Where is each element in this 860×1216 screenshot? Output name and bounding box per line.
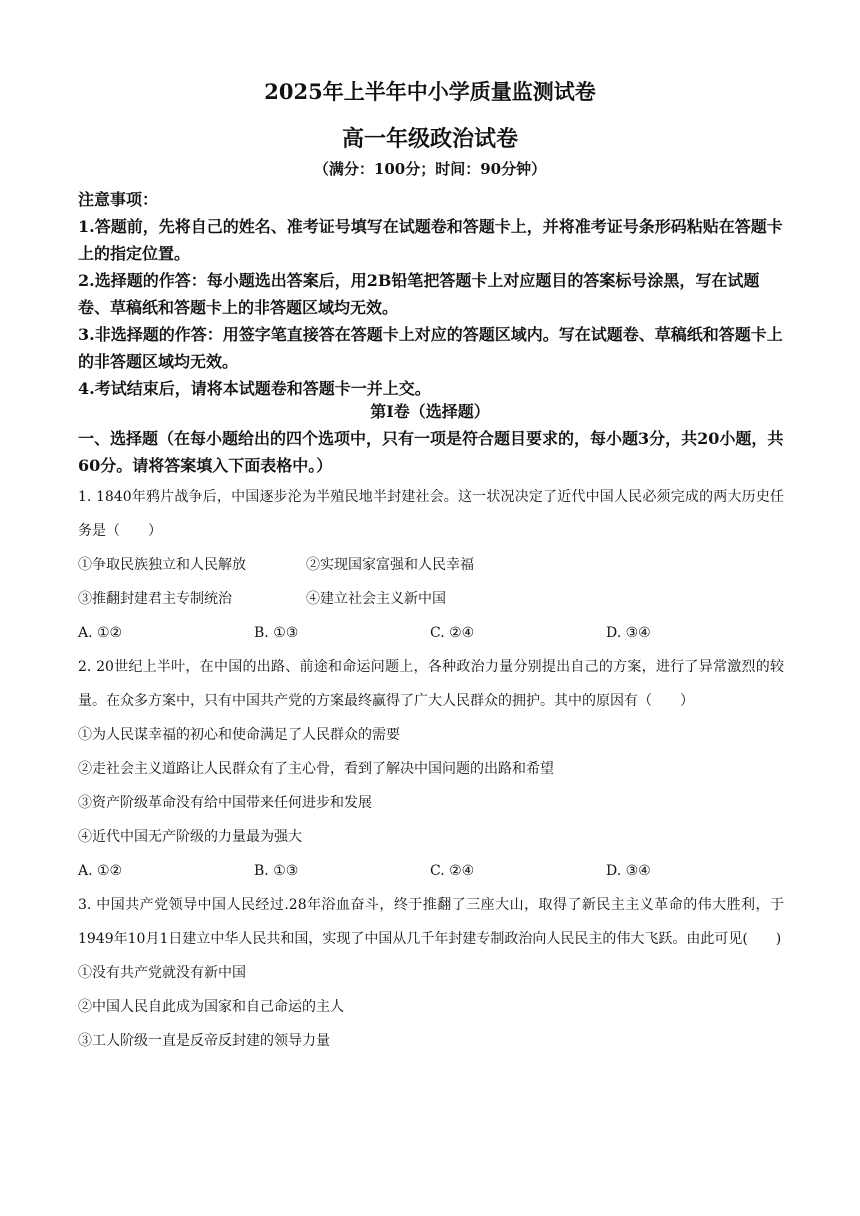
notes-heading: 注意事项： (78, 190, 159, 209)
statement: ①争取民族独立和人民解放 (78, 557, 246, 573)
choice-a: A. ①② (78, 625, 123, 641)
notes-item: 4.考试结束后，请将本试题卷和答题卡一并上交。 (78, 379, 431, 398)
choice-b: B. ①③ (254, 863, 299, 879)
section-heading: 第Ⅰ卷（选择题） (370, 402, 490, 421)
question-stem: 3. 中国共产党领导中国人民经过.28年浴血奋斗，终于推翻了三座大山，取得了新民主主义革命的伟大胜利，于1949年10月1日建立中华人民共和国，实现了中国从几千年封建专制政治向人民民主的伟大飞跃。由此可见( ) (78, 897, 784, 947)
statement: ③资产阶级革命没有给中国带来任何进步和发展 (78, 795, 372, 811)
statement: ③工人阶级一直是反帝反封建的领导力量 (78, 1033, 330, 1049)
statement-row (78, 548, 784, 582)
notes-item: 1.答题前，先将自己的姓名、准考证号填写在试题卷和答题卡上，并将准考证号条形码粘贴在答题卡上的指定位置。 (78, 217, 783, 263)
question-2 (78, 650, 784, 888)
question-stem: 1. 1840年鸦片战争后，中国逐步沦为半殖民地半封建社会。这一状况决定了近代中国人民必须完成的两大历史任务是（ ） (78, 489, 784, 539)
questions-list (78, 480, 784, 1058)
statement: ②走社会主义道路让人民群众有了主心骨，看到了解决中国问题的出路和希望 (78, 761, 554, 777)
notes-item: 2.选择题的作答：每小题选出答案后，用2B铅笔把答题卡上对应题目的答案标号涂黑，写在试题卷、草稿纸和答题卡上的非答题区域均无效。 (78, 271, 760, 317)
statement-row (78, 582, 784, 616)
notes-block (78, 186, 784, 402)
notes-item: 3.非选择题的作答：用签字笔直接答在答题卡上对应的答题区域内。写在试题卷、草稿纸和答题卡上的非答题区域均无效。 (78, 325, 783, 371)
exam-meta: （满分：100分；时间：90分钟） (313, 160, 547, 178)
statement: ②实现国家富强和人民幸福 (306, 557, 474, 573)
choice-b: B. ①③ (254, 625, 299, 641)
choice-row (78, 616, 784, 650)
choice-a: A. ①② (78, 863, 123, 879)
exam-subtitle: 高一年级政治试卷 (341, 126, 518, 152)
question-1 (78, 480, 784, 650)
question-3 (78, 888, 784, 1058)
statement: ①为人民谋幸福的初心和使命满足了人民群众的需要 (78, 727, 400, 743)
part-heading: 一、选择题（在每小题给出的四个选项中，只有一项是符合题目要求的，每小题3分，共20小题，共60分。请将答案填入下面表格中。） (78, 429, 784, 475)
statement: ④近代中国无产阶级的力量最为强大 (78, 829, 302, 845)
statement: ②中国人民自此成为国家和自己命运的主人 (78, 999, 344, 1015)
choice-d: D. ③④ (606, 625, 651, 641)
choice-c: C. ②④ (430, 863, 475, 879)
exam-title: 2025年上半年中小学质量监测试卷 (264, 79, 596, 104)
statement: ①没有共产党就没有新中国 (78, 965, 246, 981)
choice-row (78, 854, 784, 888)
choice-c: C. ②④ (430, 625, 475, 641)
choice-d: D. ③④ (606, 863, 651, 879)
statement: ③推翻封建君主专制统治 (78, 591, 232, 607)
statement: ④建立社会主义新中国 (306, 591, 446, 607)
question-stem: 2. 20世纪上半叶，在中国的出路、前途和命运问题上，各种政治力量分别提出自己的方案，进行了异常激烈的较量。在众多方案中，只有中国共产党的方案最终赢得了广大人民群众的拥护。其中的原因有（ ） (78, 659, 784, 709)
